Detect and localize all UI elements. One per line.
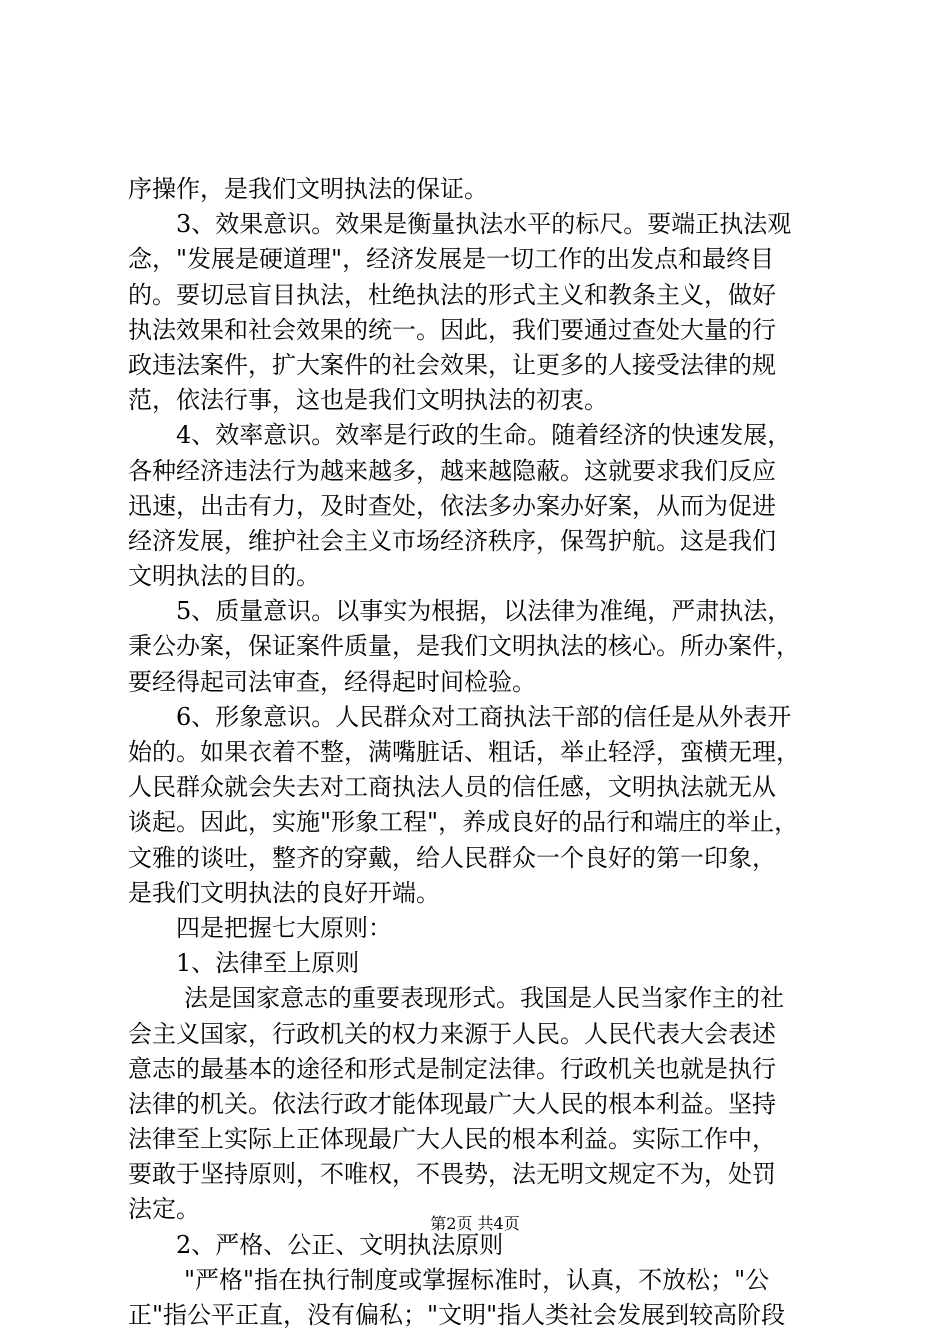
- text-line: 意志的最基本的途径和形式是制定法律。行政机关也就是执行: [128, 1054, 776, 1083]
- text-line: 文明执法的目的。: [128, 562, 320, 591]
- text-line: 范，依法行事，这也是我们文明执法的初衷。: [128, 386, 608, 415]
- text-line: 各种经济违法行为越来越多，越来越隐蔽。这就要求我们反应: [128, 456, 776, 485]
- text-line: 3、效果意识。效果是衡量执法水平的标尺。要端正执法观: [176, 210, 792, 239]
- text-line: 会主义国家，行政机关的权力来源于人民。人民代表大会表述: [128, 1019, 776, 1048]
- text-line: 经济发展，维护社会主义市场经济秩序，保驾护航。这是我们: [128, 526, 776, 555]
- text-line: 人民群众就会失去对工商执法人员的信任感，文明执法就无从: [128, 773, 776, 802]
- text-line: 6、形象意识。人民群众对工商执法干部的信任是从外表开: [176, 702, 792, 731]
- text-line: 法律至上实际上正体现最广大人民的根本利益。实际工作中，: [128, 1125, 776, 1154]
- text-line: 法是国家意志的重要表现形式。我国是人民当家作主的社: [184, 984, 784, 1013]
- text-line: 政违法案件，扩大案件的社会效果，让更多的人接受法律的规: [128, 350, 776, 379]
- text-line: 的。要切忌盲目执法，杜绝执法的形式主义和教条主义，做好: [128, 280, 776, 309]
- subsection-heading: 1、法律至上原则: [176, 949, 360, 978]
- text-line: "严格"指在执行制度或掌握标准时，认真，不放松；"公: [184, 1265, 770, 1294]
- section-heading: 四是把握七大原则：: [176, 913, 392, 942]
- text-line: 始的。如果衣着不整，满嘴脏话、粗话，举止轻浮，蛮横无理，: [128, 738, 800, 766]
- text-line: 4、效率意识。效率是行政的生命。随着经济的快速发展，: [176, 421, 792, 450]
- text-line: 谈起。因此，实施"形象工程"，养成良好的品行和端庄的举止，: [128, 808, 799, 837]
- text-line: 序操作，是我们文明执法的保证。: [128, 175, 488, 203]
- page-number-footer: 第2页 共4页: [430, 1214, 520, 1233]
- text-line: 正"指公平正直，没有偏私；"文明"指人类社会发展到较高阶段: [128, 1301, 786, 1329]
- subsection-heading: 2、严格、公正、文明执法原则: [176, 1230, 504, 1259]
- text-line: 执法效果和社会效果的统一。因此，我们要通过查处大量的行: [128, 315, 776, 344]
- text-line: 5、质量意识。以事实为根据，以法律为准绳，严肃执法，: [176, 597, 792, 626]
- text-line: 念，"发展是硬道理"，经济发展是一切工作的出发点和最终目: [128, 245, 775, 274]
- text-line: 文雅的谈吐，整齐的穿戴，给人民群众一个良好的第一印象，: [128, 843, 776, 872]
- document-body: [128, 172, 848, 1333]
- text-line: 迅速，出击有力，及时查处，依法多办案办好案，从而为促进: [128, 491, 776, 520]
- text-line: 法律的机关。依法行政才能体现最广大人民的根本利益。坚持: [128, 1089, 776, 1118]
- text-line: 是我们文明执法的良好开端。: [128, 878, 440, 907]
- text-line: 要敢于坚持原则，不唯权，不畏势，法无明文规定不为，处罚: [128, 1160, 776, 1189]
- paragraph-lines: [128, 172, 848, 1333]
- text-line: 秉公办案，保证案件质量，是我们文明执法的核心。所办案件，: [128, 632, 800, 661]
- text-line: 要经得起司法审查，经得起时间检验。: [128, 667, 536, 696]
- text-line: 法定。: [128, 1195, 200, 1224]
